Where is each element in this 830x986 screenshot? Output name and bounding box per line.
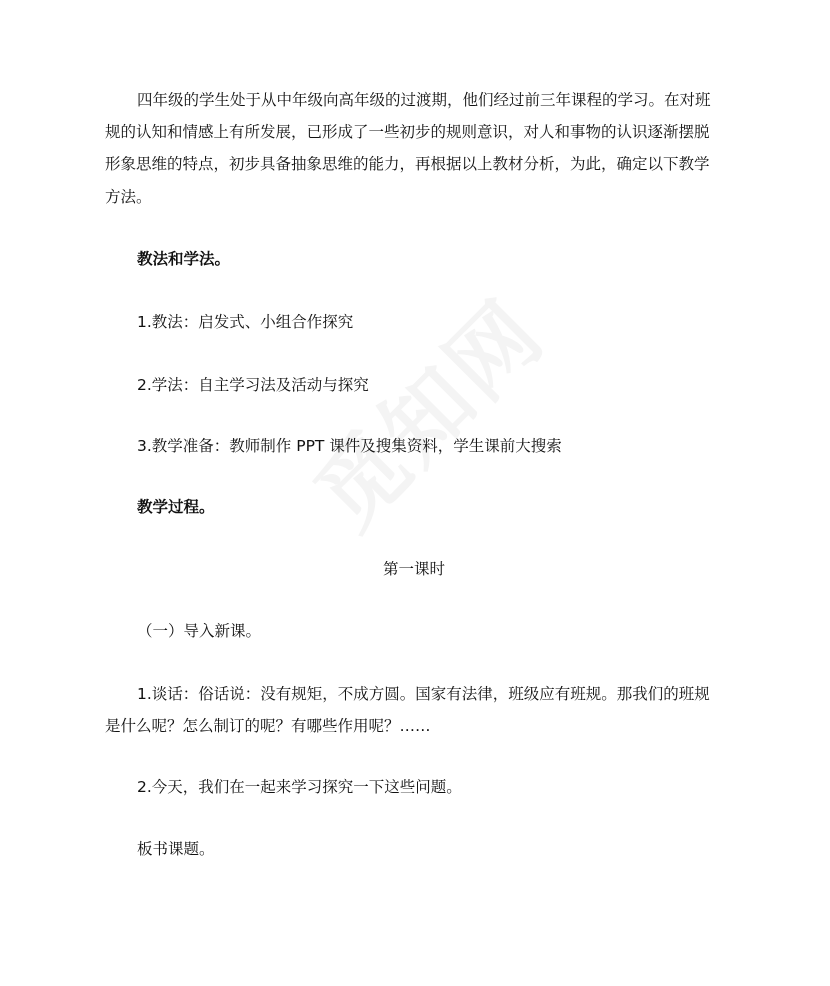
paragraph-line: 四年级的学生处于从中年级向高年级的过渡期，他们经过前三年课程的学习。在对班 [137,91,711,109]
heading-process: 教学过程。 [137,498,215,516]
paragraph-line: 1.谈话：俗话说：没有规矩，不成方圆。国家有法律，班级应有班规。那我们的班规 [137,685,710,703]
paragraph-line: 是什么呢？怎么制订的呢？有哪些作用呢？…… [105,717,431,735]
paragraph-line: 规的认知和情感上有所发展，已形成了一些初步的规则意识，对人和事物的认识逐渐摆脱 [105,123,710,141]
paragraph-line: 形象思维的特点，初步具备抽象思维的能力，再根据以上教材分析，为此，确定以下教学 [105,155,710,173]
list-item: 1.教法：启发式、小组合作探究 [137,313,354,331]
section-heading: （一）导入新课。 [137,622,262,640]
paragraph-line: 2.今天，我们在一起来学习探究一下这些问题。 [137,778,462,796]
list-item: 2.学法：自主学习法及活动与探究 [137,376,369,394]
heading-methods: 教法和学法。 [137,250,231,268]
paragraph-line: 板书课题。 [137,840,215,858]
watermark [278,263,582,567]
list-item: 3.教学准备：教师制作 PPT 课件及搜集资料，学生课前大搜索 [137,437,562,455]
lesson-title: 第一课时 [383,560,446,578]
paragraph-line: 方法。 [105,188,152,206]
